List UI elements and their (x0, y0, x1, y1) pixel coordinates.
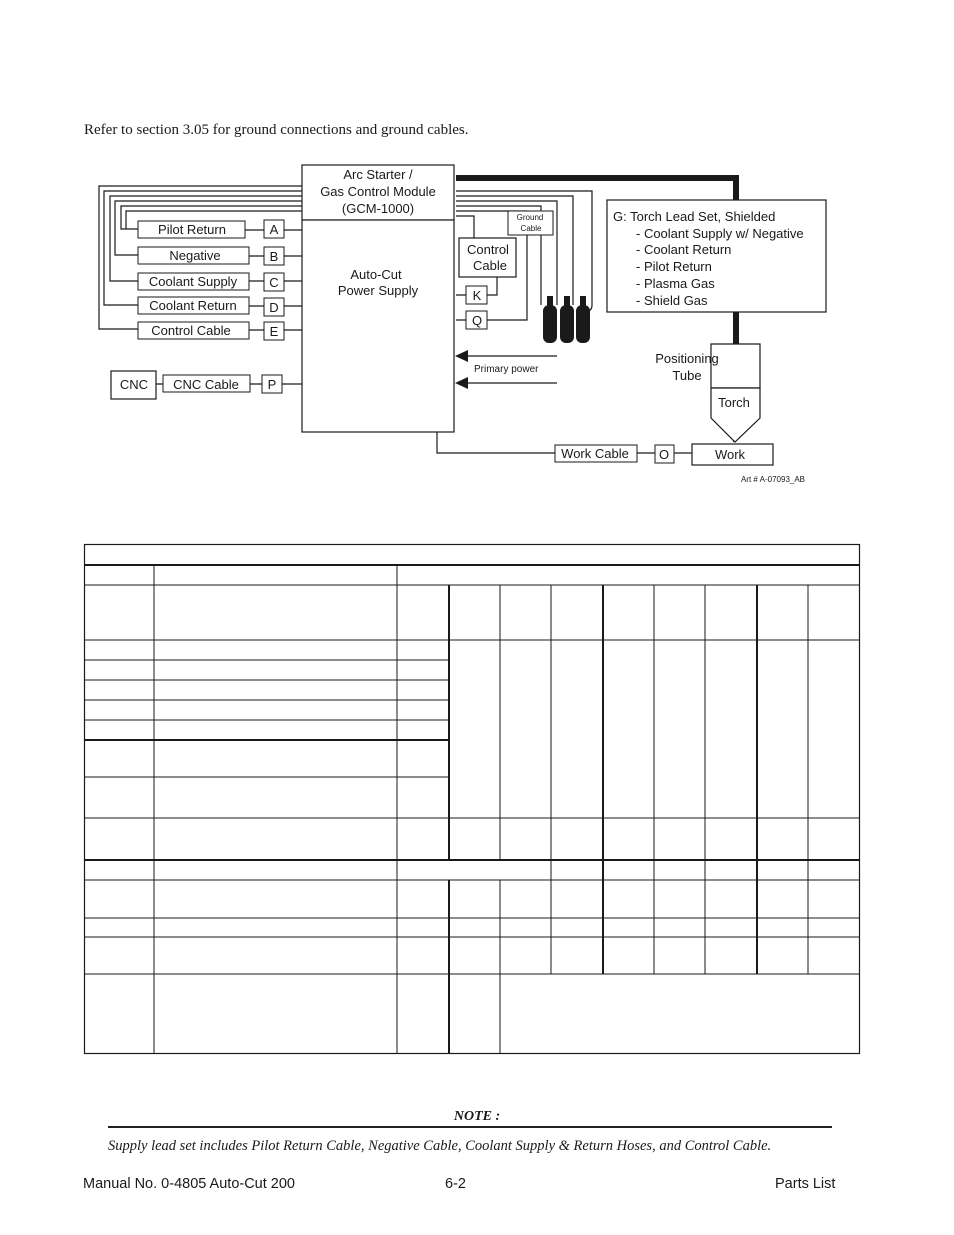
primary-power-label: Primary power (474, 364, 539, 375)
work-label: Work (714, 447, 746, 462)
cnc-box-label: CNC (119, 377, 149, 392)
intro-text: Refer to section 3.05 for ground connections and ground cables. (84, 122, 469, 138)
power-supply-line-1: Auto-Cut (350, 267, 402, 282)
arc-starter-line-3: (GCM-1000) (341, 201, 415, 216)
torch-lead-item: - Plasma Gas (636, 276, 715, 291)
footer-page-number: 6-2 (445, 1176, 466, 1192)
footer-manual-number: Manual No. 0-4805 Auto-Cut 200 (83, 1176, 295, 1192)
note-text: Supply lead set includes Pilot Return Cable, Negative Cable, Coolant Supply & Return Hoses, and Control Cable. (108, 1138, 772, 1154)
work-cable-letter-o: O (658, 447, 670, 462)
lead-label-pilot-return: Pilot Return (158, 222, 226, 237)
control-cable-line-2: Cable (473, 258, 507, 273)
lead-letter-d: D (269, 300, 279, 315)
ground-cable-line-1: Ground (516, 213, 544, 222)
art-number: Art # A-07093_AB (740, 475, 806, 484)
lead-letter-b: B (269, 249, 279, 264)
letter-k: K (472, 288, 482, 303)
lead-letter-e: E (269, 324, 279, 339)
note-divider (108, 1126, 832, 1128)
cnc-cable-label: CNC Cable (173, 377, 239, 392)
letter-q: Q (471, 313, 483, 328)
footer-section-title: Parts List (775, 1176, 836, 1192)
power-supply-line-2: Power Supply (337, 283, 419, 298)
positioning-tube-line-2: Tube (672, 368, 702, 383)
lead-label-coolant-supply: Coolant Supply (148, 274, 238, 289)
lead-label-coolant-return: Coolant Return (149, 298, 237, 313)
arc-starter-line-1: Arc Starter / (343, 167, 413, 182)
cnc-cable-letter-p: P (267, 377, 277, 392)
lead-letter-a: A (269, 222, 279, 237)
work-cable-label: Work Cable (561, 446, 629, 461)
torch-lead-title: G: Torch Lead Set, Shielded (613, 209, 776, 224)
torch-label: Torch (718, 395, 750, 410)
torch-lead-item: - Pilot Return (636, 259, 712, 274)
positioning-tube-line-1: Positioning (655, 351, 719, 366)
torch-lead-item: - Shield Gas (636, 293, 708, 308)
control-cable-line-1: Control (467, 242, 509, 257)
lead-letter-c: C (269, 275, 279, 290)
lead-label-control-cable: Control Cable (151, 323, 231, 338)
torch-lead-item: - Coolant Return (636, 242, 732, 257)
arc-starter-line-2: Gas Control Module (320, 184, 436, 199)
note-title: NOTE : (453, 1109, 501, 1124)
ground-cable-line-2: Cable (520, 224, 542, 233)
lead-label-negative: Negative (169, 248, 221, 263)
torch-lead-item: - Coolant Supply w/ Negative (636, 226, 804, 241)
